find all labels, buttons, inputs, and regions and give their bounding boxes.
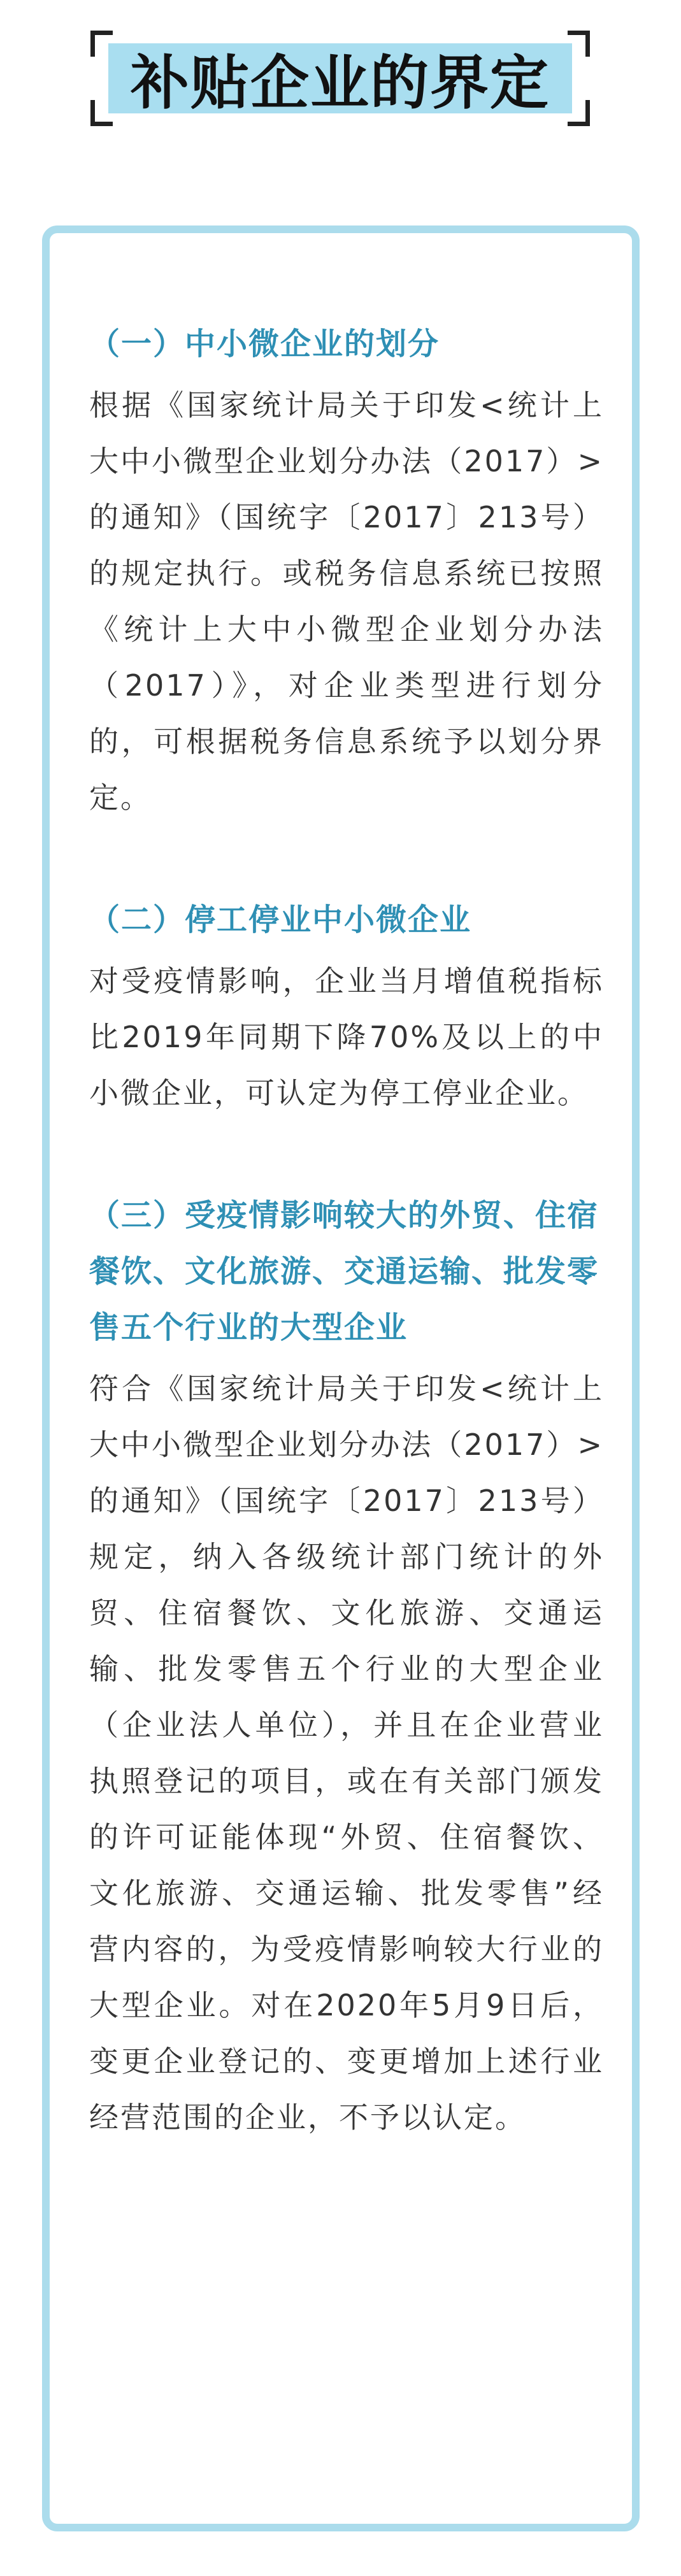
section-large-enterprises (89, 1187, 604, 2145)
section-heading: （一）中小微企业的划分 (89, 326, 440, 362)
title-banner (90, 31, 590, 126)
section-sme-classification (89, 316, 604, 826)
section-body: 符合《国家统计局关于印发<统计上大中小微型企业划分办法（2017）>的通知》（国统字〔2017〕213号）规定，纳入各级统计部门统计的外贸、住宿餐饮、文化旅游、交通运输、批发零售五个行业的大型企业（企业法人单位），并且在企业营业执照登记的项目，或在有关部门颁发的许可证能体现“外贸、住宿餐饮、文化旅游、交通运输、批发零售”经营内容的，为受疫情影响较大行业的大型企业。对在2020年5月9日后，变更企业登记的、变更增加上述行业经营范围的企业，不予以认定。 (89, 1371, 604, 2135)
section-body: 根据《国家统计局关于印发<统计上大中小微型企业划分办法（2017）>的通知》（国统字〔2017〕213号）的规定执行。或税务信息系统已按照《统计上大中小微型企业划分办法（2017）》，对企业类型进行划分的，可根据税务信息系统予以划分界定。 (89, 388, 604, 815)
content-card (42, 225, 640, 2531)
title-highlight (108, 43, 572, 117)
section-suspended-smes (89, 892, 604, 1121)
section-body: 对受疫情影响，企业当月增值税指标比2019年同期下降70%及以上的中小微企业，可认定为停工停业企业。 (89, 964, 604, 1110)
section-heading: （三）受疫情影响较大的外贸、住宿餐饮、文化旅游、交通运输、批发零售五个行业的大型企业 (89, 1198, 599, 1345)
page-title: 补贴企业的界定 (130, 49, 550, 117)
content-body (89, 316, 604, 2145)
section-heading: （二）停工停业中小微企业 (89, 902, 472, 938)
